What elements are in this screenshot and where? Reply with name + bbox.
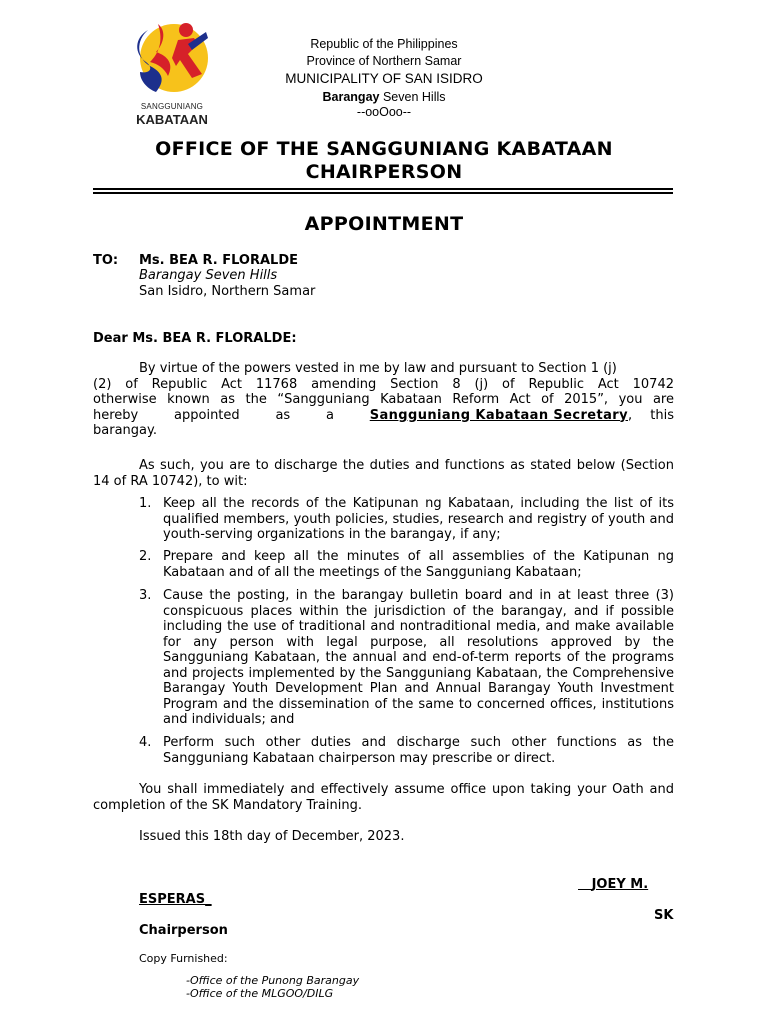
- signatory-title-sk: SK: [654, 908, 674, 923]
- salutation: Dear Ms. BEA R. FLORALDE:: [93, 331, 297, 346]
- duty-text: Keep all the records of the Katipunan ng Kabataan, including the list of its qualified members, youth policies, studies, research and registry of youth and youth-serving organizations in the barangay, if any;: [163, 496, 674, 542]
- duties-list: [139, 496, 674, 543]
- p1-word-as: as: [275, 407, 291, 423]
- signatory-first-name: JOEY M.: [591, 877, 649, 892]
- logo-text-sangguniang: SANGGUNIANG: [140, 102, 204, 111]
- office-title-line2: CHAIRPERSON: [305, 161, 463, 183]
- list-item: [139, 496, 674, 543]
- copy-furnished-label: Copy Furnished:: [139, 952, 228, 965]
- p1-line4: [93, 408, 674, 424]
- recipient-address: San Isidro, Northern Samar: [139, 284, 316, 299]
- paragraph-assume-office: You shall immediately and effectively assume office upon taking your Oath and completion of the SK Mandatory Training.: [93, 782, 674, 813]
- duties-list-3: [139, 588, 674, 728]
- duty-text: Cause the posting, in the barangay bulletin board and in at least three (3) conspicuous places within the jurisdiction of the barangay, and if possible including the use of traditional and nontraditional media, and make available for any person with legal purpose, all resolutions approved by the Sangguniang Kabataan, the annual and end-of-term reports of the programs and projects implemented by the Sangguniang Kabataan, the Comprehensive Barangay Youth Development Plan and Annual Barangay Youth Investment Program and the dissemination of the same to concerned offices, institutions and individuals; and: [163, 588, 674, 727]
- duty-number: 4.: [139, 735, 152, 750]
- sk-logo-icon: [128, 18, 216, 102]
- p1-line2: (2) of Republic Act 11768 amending Section 8 (j) of Republic Act 10742: [93, 376, 674, 392]
- duties-list-2: [139, 549, 674, 580]
- header-barangay-name: Seven Hills: [382, 90, 446, 104]
- p1-word-a: a: [325, 407, 334, 423]
- p1-line5: barangay.: [93, 423, 157, 438]
- duty-text: Prepare and keep all the minutes of all assemblies of the Katipunan ng Kabataan and of all the meetings of the Sangguniang Kabataan;: [163, 549, 674, 580]
- duty-number: 3.: [139, 588, 152, 603]
- double-rule: [93, 185, 673, 197]
- signatory-name-part1: [578, 877, 648, 892]
- header-province: Province of Northern Samar: [306, 54, 462, 68]
- recipient-barangay: Barangay Seven Hills: [139, 268, 278, 283]
- appointed-position: [370, 408, 674, 424]
- list-item: [139, 735, 674, 766]
- double-rule-line: [93, 188, 673, 194]
- paragraph-authority: [93, 361, 674, 439]
- header-country: Republic of the Philippines: [310, 37, 458, 51]
- copy-recipient: -Office of the Punong Barangay: [186, 974, 360, 987]
- office-title-line1: OFFICE OF THE SANGGUNIANG KABATAAN: [155, 138, 613, 160]
- to-label: TO:: [93, 253, 119, 268]
- signatory-surname: ESPERAS_: [139, 892, 212, 907]
- position-title: Sangguniang Kabataan Secretary: [369, 407, 628, 423]
- p1-word-hereby: hereby: [93, 407, 139, 423]
- copy-recipient: -Office of the MLGOO/DILG: [186, 987, 334, 1000]
- duties-list-4: [139, 735, 674, 766]
- logo-text-kabataan: KABATAAN: [136, 112, 208, 127]
- document-title: APPOINTMENT: [304, 213, 464, 235]
- signatory-title-chairperson: Chairperson: [139, 923, 228, 938]
- paragraph-duties-intro: As such, you are to discharge the duties and functions as stated below (Section 14 of RA 10742), to wit:: [93, 458, 674, 489]
- list-item: [139, 549, 674, 580]
- header-municipality: MUNICIPALITY OF SAN ISIDRO: [285, 71, 483, 86]
- header-divider: --ooOoo--: [356, 105, 412, 119]
- issued-date: Issued this 18th day of December, 2023.: [139, 829, 405, 844]
- p1-post: , this: [628, 407, 674, 423]
- p1-word-appointed: appointed: [174, 407, 240, 423]
- p1-line1: By virtue of the powers vested in me by law and pursuant to Section 1 (j): [139, 361, 617, 376]
- duty-number: 2.: [139, 549, 152, 564]
- p1-line3: otherwise known as the “Sangguniang Kabataan Reform Act of 2015”, you are: [93, 392, 674, 407]
- office-title: [84, 138, 684, 184]
- list-item: [139, 588, 674, 728]
- duty-text: Perform such other duties and discharge such other functions as the Sangguniang Kabataan chairperson may prescribe or direct.: [163, 735, 674, 766]
- duty-number: 1.: [139, 496, 152, 511]
- sk-logo: [128, 18, 216, 130]
- recipient-name: Ms. BEA R. FLORALDE: [139, 253, 299, 268]
- header-barangay-label: Barangay: [322, 90, 380, 104]
